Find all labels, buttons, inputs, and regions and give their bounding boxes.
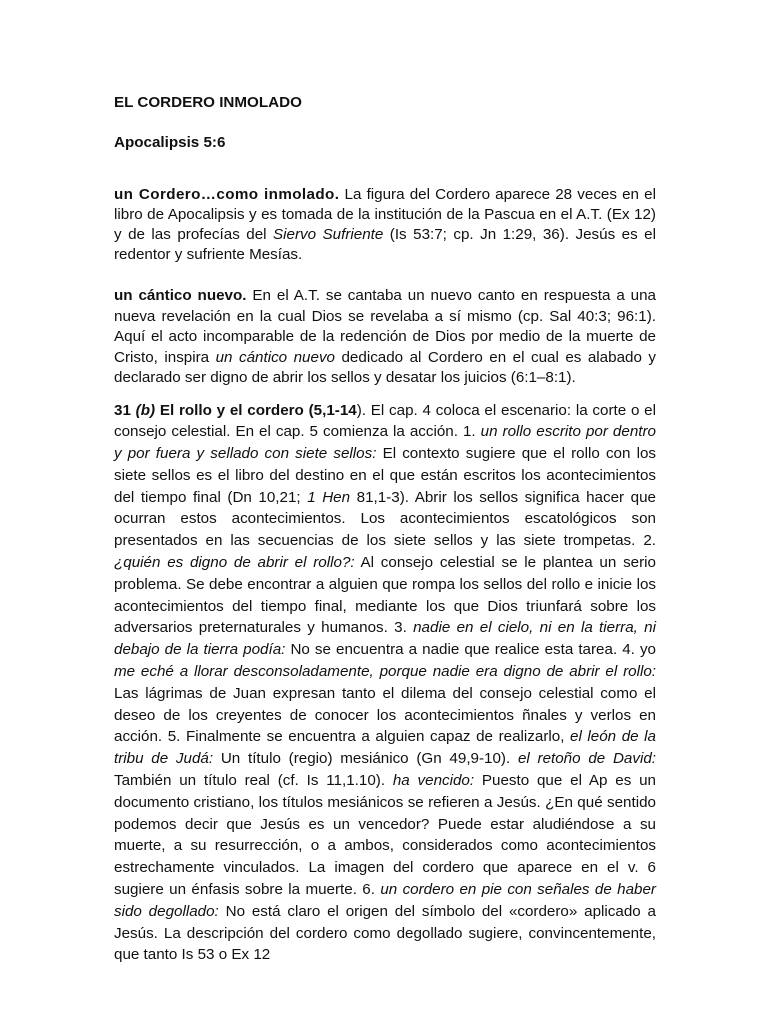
italic-phrase: el retoño de David: bbox=[517, 750, 656, 768]
paragraph-text: ). El cap. 4 coloca el escenario: la corte o el consejo celestial. En el cap. 5 comienza la acción. 1. bbox=[114, 401, 656, 441]
paragraph-text: No está claro el origen del símbolo del «cordero» aplicado a Jesús. La descripción del cordero como degollado sugiere, convincentemente, que tanto Is 53 o Ex 12 bbox=[114, 902, 656, 964]
paragraph-term: un Cordero…como inmolado. bbox=[114, 186, 340, 203]
paragraph-cordero-inmolado bbox=[114, 185, 656, 265]
paragraph-text: (Is 53:7; cp. Jn 1:29, 36). Jesús es el redentor y sufriente Mesías. bbox=[114, 226, 656, 263]
italic-phrase: ¿quién es digno de abrir el rollo?: bbox=[114, 554, 355, 572]
paragraph-text: En el A.T. se cantaba un nuevo canto en respuesta a una nueva revelación en la cual Dios se revelaba a sí mismo (cp. Sal 40:3; 96:1). Aquí el acto incomparable de la redención de Dios por medio de la muerte de Cristo, inspira bbox=[114, 287, 657, 366]
section-number: 31 bbox=[114, 401, 136, 419]
paragraph-text: dedicado al Cordero en el cual es alabado y declarado ser digno de abrir los sellos y desatar los juicios (6:1–8:1). bbox=[114, 348, 656, 386]
paragraph-text: También un título real (cf. Is 11,1.10). bbox=[114, 772, 393, 790]
italic-phrase: un rollo escrito por dentro y por fuera y sellado con siete sellos: bbox=[114, 423, 656, 463]
section-letter: (b) bbox=[135, 401, 156, 419]
paragraph-text: Puesto que el Ap es un documento cristiano, los títulos mesiánicos se refieren a Jesús. ¿En qué sentido podemos decir que Jesús es un vencedor? Puede estar aludiéndose a su muerte, a su resurrección, o a ambos, considerados como acontecimientos estrechamente vinculados. La imagen del cordero que aparece en el v. 6 sugiere un énfasis sobre la muerte. 6. bbox=[114, 772, 656, 899]
italic-phrase: un cántico nuevo bbox=[215, 348, 335, 366]
document-title: EL CORDERO INMOLADO bbox=[114, 94, 302, 111]
paragraph-commentary-31 bbox=[114, 400, 656, 967]
section-heading: El rollo y el cordero (5,1-14 bbox=[155, 401, 357, 419]
paragraph-text: No se encuentra a nadie que realice esta tarea. 4. yo bbox=[285, 641, 656, 659]
paragraph-cantico-nuevo bbox=[114, 286, 656, 389]
italic-phrase: nadie en el cielo, ni en la tierra, ni debajo de la tierra podía: bbox=[114, 619, 656, 659]
paragraph-text: La figura del Cordero aparece 28 veces en el libro de Apocalipsis y es tomada de la institución de la Pascua en el A.T. (Ex 12) y de las profecías del bbox=[114, 186, 656, 243]
italic-phrase: el león de la tribu de Judá: bbox=[114, 728, 656, 768]
paragraph-text: El contexto sugiere que el rollo con los siete sellos es el libro del destino en el que están escritos los acontecimientos del tiempo final (Dn 10,21; bbox=[114, 445, 656, 506]
scripture-reference: Apocalipsis 5:6 bbox=[114, 134, 226, 151]
paragraph-text: Un título (regio) mesiánico (Gn 49,9-10). bbox=[213, 750, 518, 768]
paragraph-text: Al consejo celestial se le plantea un serio problema. Se debe encontrar a alguien que rompa los sellos del rollo e inicie los acontecimientos del tiempo final, mediante los que Dios triunfará sobre los adversarios preternaturales y humanos. 3. bbox=[114, 554, 656, 637]
italic-phrase: 1 Hen bbox=[307, 488, 351, 506]
italic-phrase: ha vencido: bbox=[392, 772, 475, 790]
paragraph-term: un cántico nuevo. bbox=[114, 287, 247, 304]
paragraph-text: Las lágrimas de Juan expresan tanto el dilema del consejo celestial como el deseo de los creyentes de conocer los acontecimientos ñnales y verlos en acción. 5. Finalmente se encuentra a alguien capaz de realizarlo, bbox=[114, 684, 656, 746]
paragraph-text: 81,1-3). Abrir los sellos significa hacer que ocurran estos acontecimientos. Los acontecimientos escatológicos son presentados en las secuencias de los siete sellos y las siete trompetas. 2. bbox=[114, 488, 656, 550]
italic-phrase: Siervo Sufriente bbox=[273, 226, 384, 243]
italic-phrase: un cordero en pie con señales de haber sido degollado: bbox=[114, 881, 656, 920]
italic-phrase: me eché a llorar desconsoladamente, porque nadie era digno de abrir el rollo: bbox=[114, 663, 656, 681]
